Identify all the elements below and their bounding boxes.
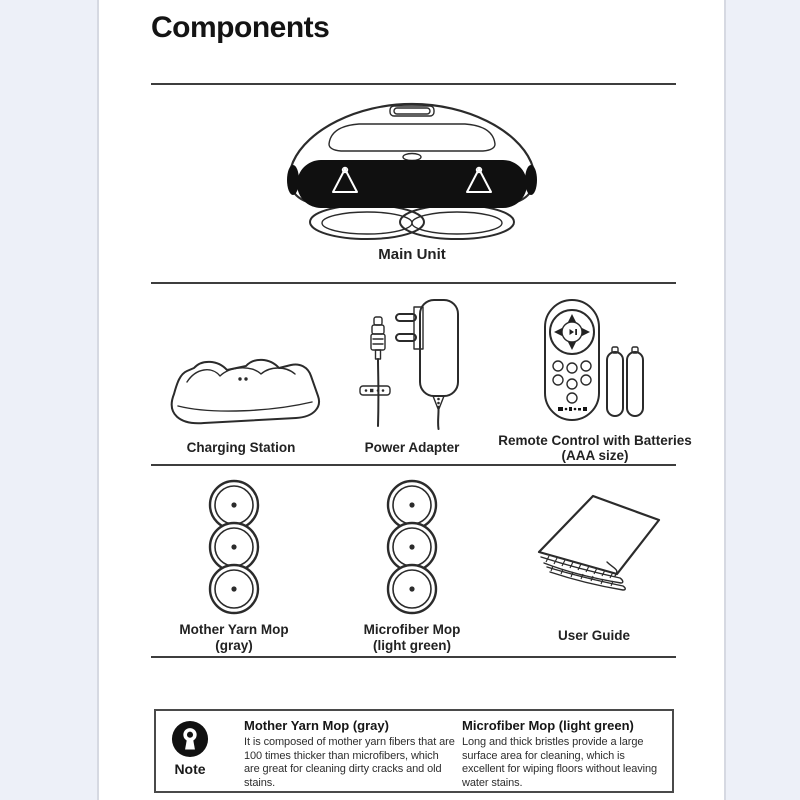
mother-yarn-mop-caption xyxy=(144,622,324,654)
charging-station-illustration xyxy=(154,330,329,435)
separator-line xyxy=(151,83,676,85)
aaa-batteries-icon xyxy=(607,347,643,416)
remote-caption xyxy=(492,433,698,463)
main-unit-illustration xyxy=(267,96,557,246)
user-guide-illustration xyxy=(519,486,669,614)
note-col1-body: It is composed of mother yarn fibers that are 100 times thicker than microfibers, which are great for cleaning dirty cracks and old stains. xyxy=(244,736,455,789)
note-column-microfiber xyxy=(462,718,670,790)
user-guide-caption: User Guide xyxy=(557,628,631,643)
main-unit-caption: Main Unit xyxy=(378,246,446,263)
note-col1-heading: Mother Yarn Mop (gray) xyxy=(244,718,389,733)
note-label: Note xyxy=(174,761,206,777)
note-col2-heading: Microfiber Mop (light green) xyxy=(462,718,634,733)
separator-line xyxy=(151,282,676,284)
separator-line xyxy=(151,464,676,466)
charging-station-icon xyxy=(154,330,329,435)
remote-control-batteries-illustration xyxy=(539,296,651,424)
booklet-icon xyxy=(519,486,669,614)
page-title: Components xyxy=(151,11,330,44)
mop-pads-icon xyxy=(208,479,260,621)
microfiber-mop-illustration xyxy=(386,479,438,621)
power-adapter-illustration xyxy=(354,290,474,430)
power-adapter-caption: Power Adapter xyxy=(364,440,460,455)
charging-station-caption: Charging Station xyxy=(186,440,296,455)
microfiber-mop-caption-line2: (light green) xyxy=(373,638,451,653)
manual-page xyxy=(97,0,726,800)
mop-pads-icon xyxy=(386,479,438,621)
remote-caption-line1: Remote Control with Batteries xyxy=(498,433,692,448)
remote-control-icon xyxy=(539,296,651,424)
microfiber-mop-caption xyxy=(322,622,502,654)
mother-yarn-mop-caption-line1: Mother Yarn Mop xyxy=(179,622,289,637)
robot-mop-icon xyxy=(267,96,557,246)
note-box xyxy=(154,709,674,793)
note-column-mother-yarn xyxy=(244,718,456,790)
power-adapter-icon xyxy=(354,290,474,430)
separator-line xyxy=(151,656,676,658)
remote-caption-line2: (AAA size) xyxy=(561,448,629,463)
mother-yarn-mop-illustration xyxy=(208,479,260,621)
microfiber-mop-caption-line1: Microfiber Mop xyxy=(363,622,461,637)
mother-yarn-mop-caption-line2: (gray) xyxy=(215,638,253,653)
note-keyhole-icon xyxy=(171,720,209,758)
note-col2-body: Long and thick bristles provide a large surface area for cleaning, which is excellent for wiping floors without leaving water stains. xyxy=(462,736,658,789)
